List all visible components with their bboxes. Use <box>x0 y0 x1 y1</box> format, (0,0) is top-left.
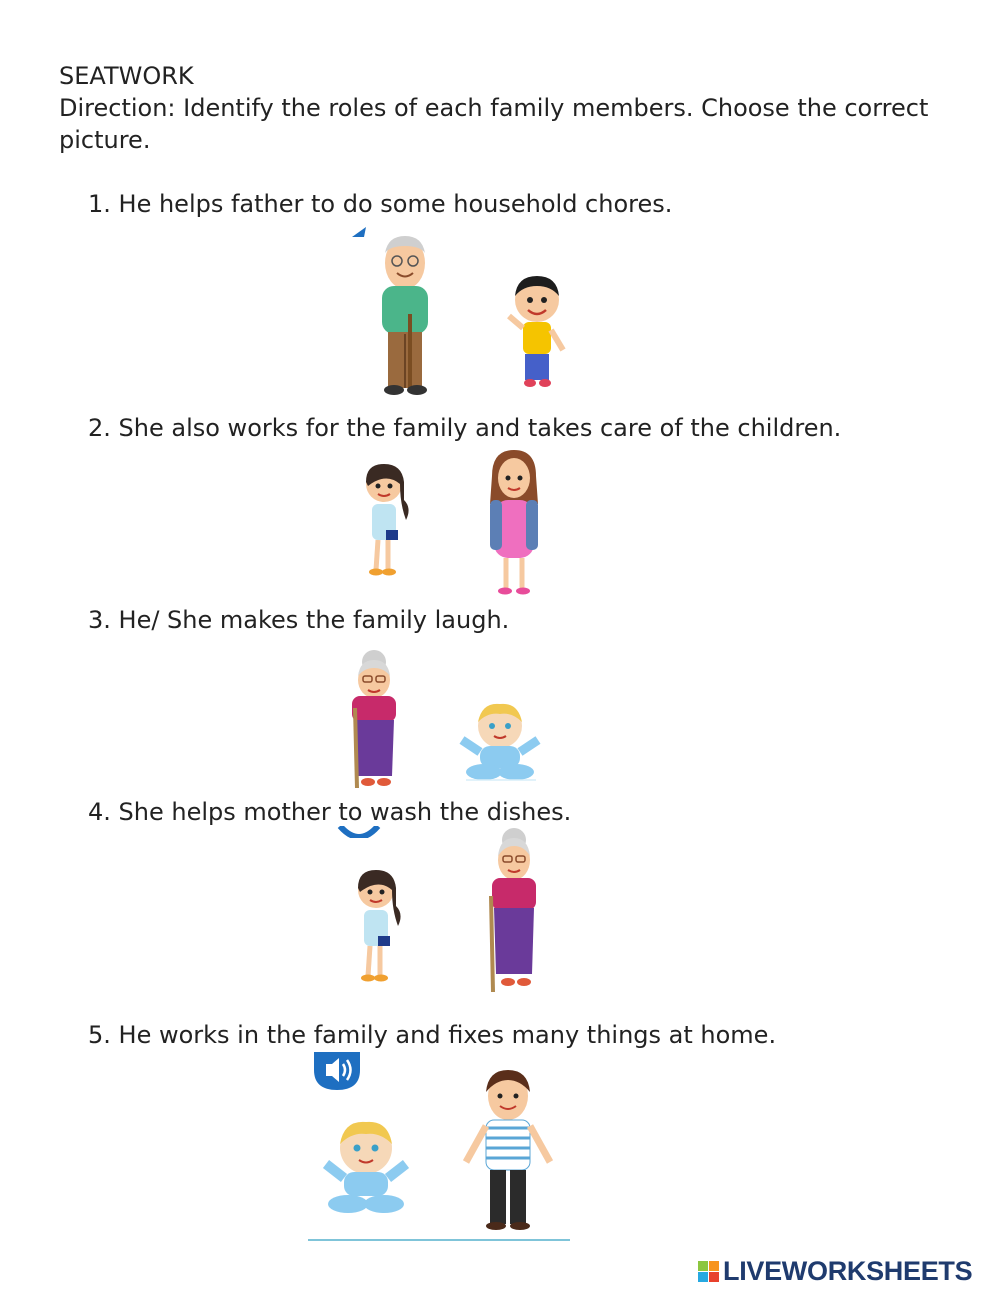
question-1-choice-boy[interactable] <box>505 272 569 388</box>
corner-marker-icon <box>350 225 370 239</box>
question-5-choice-baby[interactable] <box>322 1116 410 1216</box>
speaker-icon[interactable] <box>336 826 382 838</box>
question-1-text: 1. He helps father to do some household chores. <box>88 190 673 218</box>
worksheet-title: SEATWORK <box>59 62 194 90</box>
answer-underline <box>308 1239 570 1241</box>
liveworksheets-logo-text: LIVEWORKSHEETS <box>723 1256 973 1286</box>
question-2-choice-girl[interactable] <box>356 460 416 578</box>
question-4-choice-grandmother[interactable] <box>482 826 544 994</box>
question-4-choice-girl[interactable] <box>348 866 408 984</box>
question-2-text: 2. She also works for the family and takes care of the children. <box>88 414 842 442</box>
question-5-text: 5. He works in the family and fixes many things at home. <box>88 1021 777 1049</box>
question-3-choice-baby[interactable] <box>456 698 544 782</box>
liveworksheets-logo-icon <box>698 1261 719 1282</box>
question-3-choice-grandmother[interactable] <box>342 648 404 792</box>
question-1-choice-grandfather[interactable] <box>370 228 440 396</box>
speaker-icon[interactable] <box>312 1052 362 1090</box>
liveworksheets-logo <box>698 1256 972 1286</box>
question-4-text: 4. She helps mother to wash the dishes. <box>88 798 572 826</box>
worksheet-direction: Direction: Identify the roles of each family members. Choose the correct picture. <box>59 94 929 154</box>
question-3-text: 3. He/ She makes the family laugh. <box>88 606 510 634</box>
question-5-choice-father[interactable] <box>460 1066 556 1232</box>
question-2-choice-mother[interactable] <box>484 448 544 596</box>
